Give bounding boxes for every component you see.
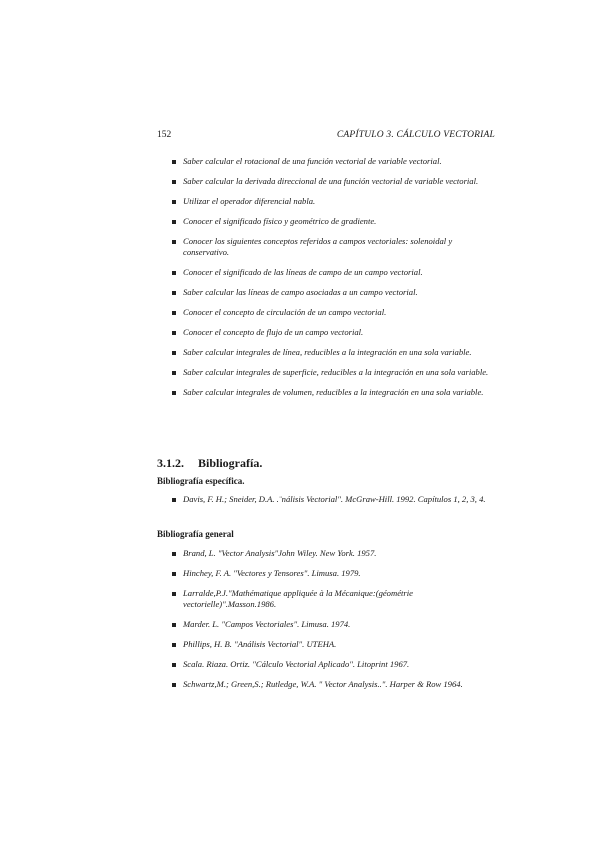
objective-text: Conocer el concepto de circulación de un campo vectorial. <box>183 307 387 317</box>
section-title: Bibliografía. <box>198 456 263 470</box>
reference-item <box>157 568 495 579</box>
objective-item <box>157 176 495 187</box>
reference-text: Larralde,P.J."Mathématique appliquée à la Mécanique:(géométrie vectorielle)".Masson.1986. <box>183 588 413 609</box>
section-heading <box>157 456 262 471</box>
bibliografia-especifica-heading: Bibliografía específica. <box>157 476 245 486</box>
bullet-icon <box>172 498 176 502</box>
objective-text: Saber calcular integrales de volumen, reducibles a la integración en una sola variable. <box>183 387 484 397</box>
reference-item <box>157 588 495 610</box>
bullet-icon <box>172 623 176 627</box>
objective-item <box>157 307 495 318</box>
bullet-icon <box>172 371 176 375</box>
bullet-icon <box>172 200 176 204</box>
bullet-icon <box>172 683 176 687</box>
objective-text: Conocer el significado físico y geométrico de gradiente. <box>183 216 377 226</box>
bibliografia-general-list <box>157 548 495 699</box>
bullet-icon <box>172 663 176 667</box>
bullet-icon <box>172 351 176 355</box>
objective-text: Saber calcular las líneas de campo asociadas a un campo vectorial. <box>183 287 418 297</box>
bullet-icon <box>172 160 176 164</box>
objective-text: Saber calcular la derivada direccional de una función vectorial de variable vectorial. <box>183 176 479 186</box>
reference-text: Phillips, H. B. "Análisis Vectorial". UTEHA. <box>183 639 337 649</box>
objective-item <box>157 156 495 167</box>
objective-text: Saber calcular integrales de superficie, reducibles a la integración en una sola variable. <box>183 367 489 377</box>
reference-item <box>157 494 495 505</box>
objective-item <box>157 327 495 338</box>
bullet-icon <box>172 592 176 596</box>
bullet-icon <box>172 220 176 224</box>
reference-item <box>157 659 495 670</box>
bibliografia-general-heading: Bibliografía general <box>157 529 234 539</box>
bullet-icon <box>172 180 176 184</box>
bullet-icon <box>172 271 176 275</box>
reference-text: Scala. Riaza. Ortiz. "Cálculo Vectorial Aplicado". Litoprint 1967. <box>183 659 410 669</box>
reference-text: Brand, L. "Vector Analysis"John Wiley. New York. 1957. <box>183 548 377 558</box>
page-header <box>157 130 495 144</box>
objective-item <box>157 347 495 358</box>
objective-item <box>157 267 495 278</box>
reference-text: Schwartz,M.; Green,S.; Rutledge, W.A. " Vector Analysis..". Harper & Row 1964. <box>183 679 463 689</box>
bullet-icon <box>172 643 176 647</box>
objective-item <box>157 287 495 298</box>
bullet-icon <box>172 552 176 556</box>
reference-text: Davis, F. H.; Sneider, D.A. .¨nálisis Vectorial". McGraw-Hill. 1992. Capítulos 1, 2, 3, 4. <box>183 494 486 504</box>
objective-text: Conocer el concepto de flujo de un campo vectorial. <box>183 327 364 337</box>
bullet-icon <box>172 391 176 395</box>
objective-text: Saber calcular integrales de línea, reducibles a la integración en una sola variable. <box>183 347 472 357</box>
bullet-icon <box>172 311 176 315</box>
objective-text: Conocer el significado de las líneas de campo de un campo vectorial. <box>183 267 423 277</box>
reference-item <box>157 548 495 559</box>
objective-text: Utilizar el operador diferencial nabla. <box>183 196 316 206</box>
page-number: 152 <box>157 130 172 140</box>
objective-item <box>157 387 495 398</box>
section-number: 3.1.2. <box>157 456 184 470</box>
bullet-icon <box>172 572 176 576</box>
reference-item <box>157 639 495 650</box>
chapter-title: CAPÍTULO 3. CÁLCULO VECTORIAL <box>336 130 495 140</box>
objective-item <box>157 196 495 207</box>
objective-text: Saber calcular el rotacional de una función vectorial de variable vectorial. <box>183 156 442 166</box>
bullet-icon <box>172 291 176 295</box>
reference-item <box>157 619 495 630</box>
objectives-list <box>157 156 495 407</box>
reference-item <box>157 679 495 690</box>
reference-text: Marder. L. "Campos Vectoriales". Limusa. 1974. <box>183 619 351 629</box>
objective-item <box>157 216 495 227</box>
bullet-icon <box>172 240 176 244</box>
objective-item <box>157 367 495 378</box>
objective-text: Conocer los siguientes conceptos referidos a campos vectoriales: solenoidal y conservativo. <box>183 236 453 257</box>
bullet-icon <box>172 331 176 335</box>
bibliografia-especifica-list <box>157 494 495 513</box>
objective-item <box>157 236 495 258</box>
reference-text: Hinchey, F. A. "Vectores y Tensores". Limusa. 1979. <box>183 568 361 578</box>
